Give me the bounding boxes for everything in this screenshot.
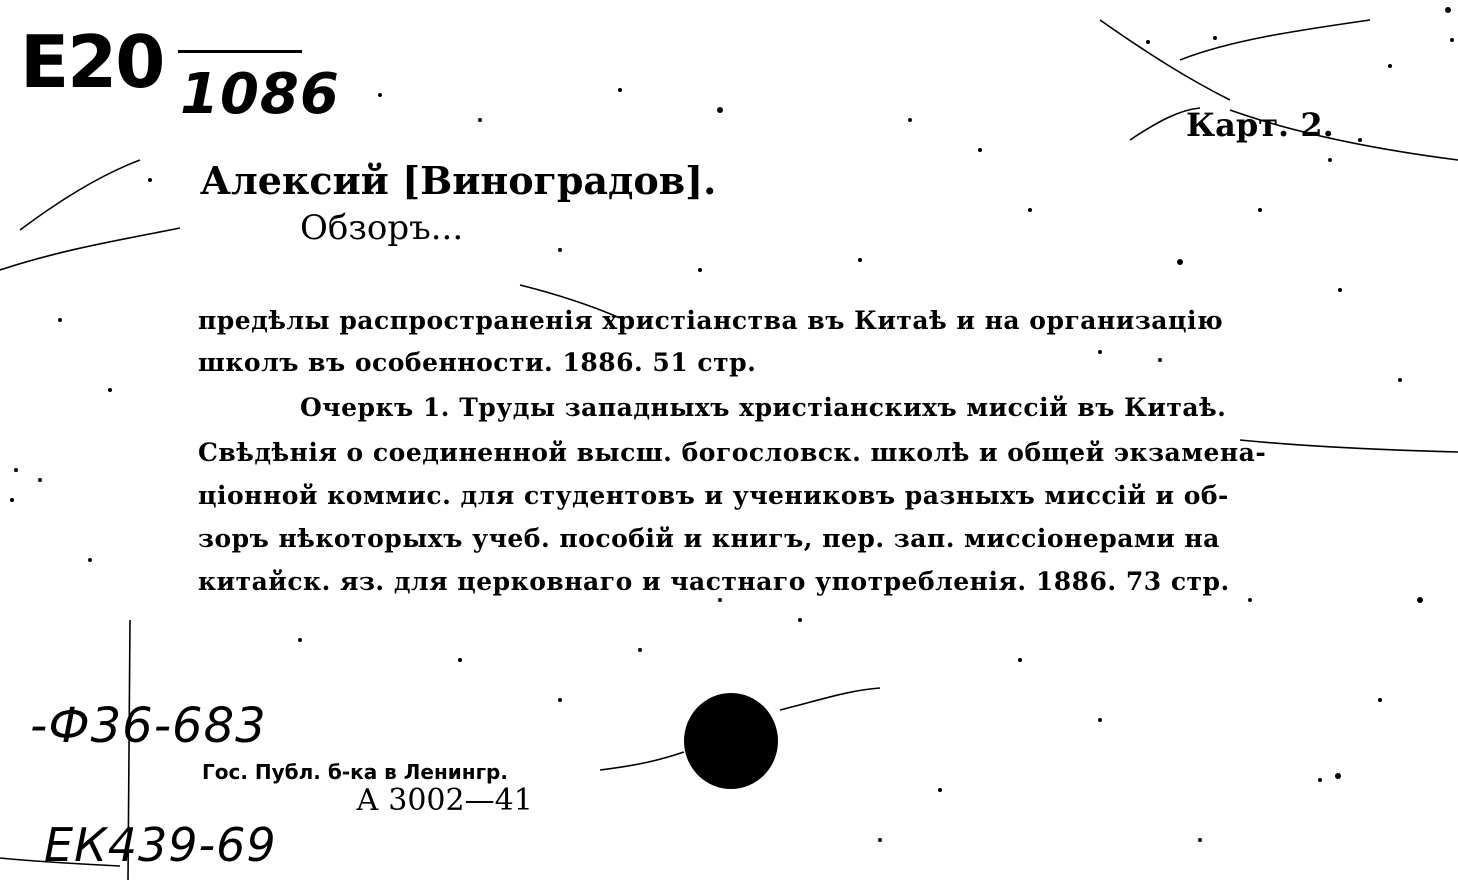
body-line: китайск. яз. для церковнаго и частнаго употребленія. 1886. 73 стр.: [198, 567, 1230, 596]
author-heading: Алексий [Виноградов].: [200, 158, 717, 203]
shelfmark-divider: [178, 50, 302, 53]
handwritten-note: ЕК439-69: [44, 818, 277, 872]
card-number: Карт. 2.: [1186, 106, 1334, 144]
body-line: школъ въ особенности. 1886. 51 стр.: [198, 348, 757, 377]
handwritten-note: -Ф36-683: [30, 698, 267, 754]
punch-hole: [684, 693, 778, 789]
body-line: Свѣдѣнія о соединенной высш. богословск. школѣ и общей экзамена-: [198, 438, 1267, 467]
body-line: ціонной коммис. для студентовъ и учениковъ разныхъ миссій и об-: [198, 481, 1229, 510]
body-line: зоръ нѣкоторыхъ учеб. пособій и книгъ, пер. зап. миссіонерами на: [198, 524, 1220, 553]
library-stamp: Гос. Публ. б-ка в Ленингр.: [202, 760, 508, 784]
short-title: Обзоръ...: [300, 208, 464, 248]
shelfmark-bottom: 1086: [180, 62, 340, 127]
library-code: А 3002—41: [356, 783, 533, 818]
body-line: предѣлы распространенія христіанства въ Китаѣ и на организацію: [198, 306, 1224, 335]
shelfmark-top: E20: [20, 20, 164, 104]
body-line: Очеркъ 1. Труды западныхъ христіанскихъ миссій въ Китаѣ.: [300, 393, 1227, 422]
